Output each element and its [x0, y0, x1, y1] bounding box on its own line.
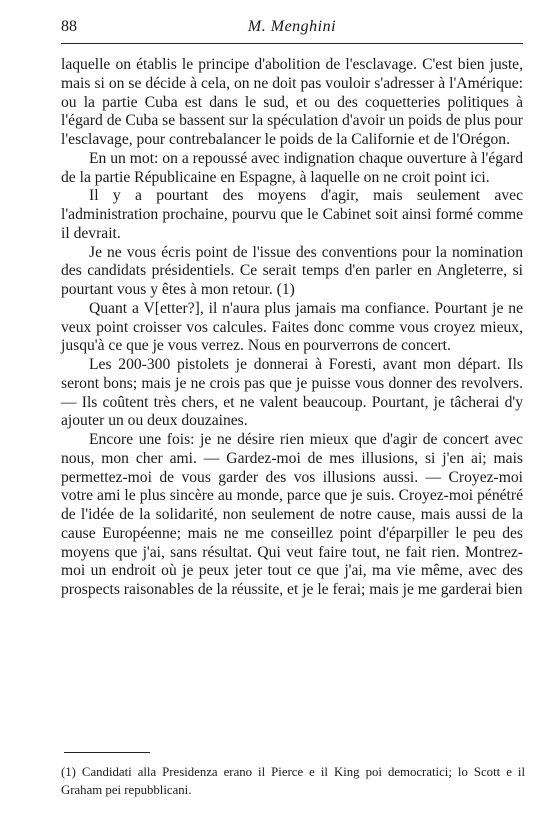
paragraph: Encore une fois: je ne désire rien mieux que d'agir de concert avec nous, mon cher ami. — Gardez-moi de mes illusions, si j'en ai; mais permettez-moi de vous garder des vos illusions aussi. — Croyez-moi votre ami le plus sincère au monde, parce que je suis. Croyez-moi pénétré de l'idée de la solidarité, non seulement de notre cause, mais aussi de la cause Européenne; mais ne me conseillez point d'éparpiller le peu des moyens que j'ai, sans résultat. Qui veut faire tout, ne fait rien. Montrez-moi un endroit où je peux jeter tout ce que j'ai, ma vie même, avec des prospects raisonables de la réussite, et je le ferai; mais je me garderai bien	[61, 431, 523, 598]
paragraph: Quant a V[etter?], il n'aura plus jamais ma confiance. Pourtant je ne veux point croisser vos calcules. Faites donc comme vous croyez mieux, jusqu'à ce que je vous verrez. Nous en pourverrons de concert.	[61, 299, 523, 355]
body-text	[61, 56, 523, 600]
page-number: 88	[61, 18, 77, 35]
paragraph: Les 200-300 pistolets je donnerai à Foresti, avant mon départ. Ils seront bons; mais je ne crois pas que je puisse vous donner des revolvers. — Ils coûtent très chers, et ne valent beaucoup. Pourtant, je tâcherai d'y ajouter un ou deux douzaines.	[61, 356, 523, 430]
header-rule	[61, 43, 523, 44]
paragraph: laquelle on établis le principe d'abolition de l'esclavage. C'est bien juste, mais si on se décide à cela, on ne doit pas vouloir s'adresser à l'Amérique: ou la partie Cuba est dans le sud, et ou des coquetteries politiques à l'égard de Cuba se bassent sur la spéculation d'avoir un poids de plus pour l'esclavage, pour contrebalancer le poids de la Californie et de l'Orégon.	[61, 56, 523, 148]
footnote: (1) Candidati alla Presidenza erano il Pierce e il King poi democratici; lo Scott e il Graham pei repubblicani.	[61, 765, 525, 797]
page-header	[61, 18, 523, 40]
footnote-rule	[64, 752, 150, 753]
paragraph: En un mot: on a repoussé avec indignation chaque ouverture à l'égard de la partie Républicaine en Espagne, à laquelle on ne croit point ici.	[61, 149, 523, 186]
paragraph: Il y a pourtant des moyens d'agir, mais seulement avec l'administration prochaine, pourvu que le Cabinet soit ainsi formé comme il devrait.	[61, 187, 523, 242]
running-head: M. Menghini	[247, 18, 337, 35]
paragraph: Je ne vous écris point de l'issue des conventions pour la nomination des candidats présidentiels. Ce serait temps d'en parler en Angleterre, si pourtant vous y êtes à mon retour. (1)	[61, 243, 523, 298]
